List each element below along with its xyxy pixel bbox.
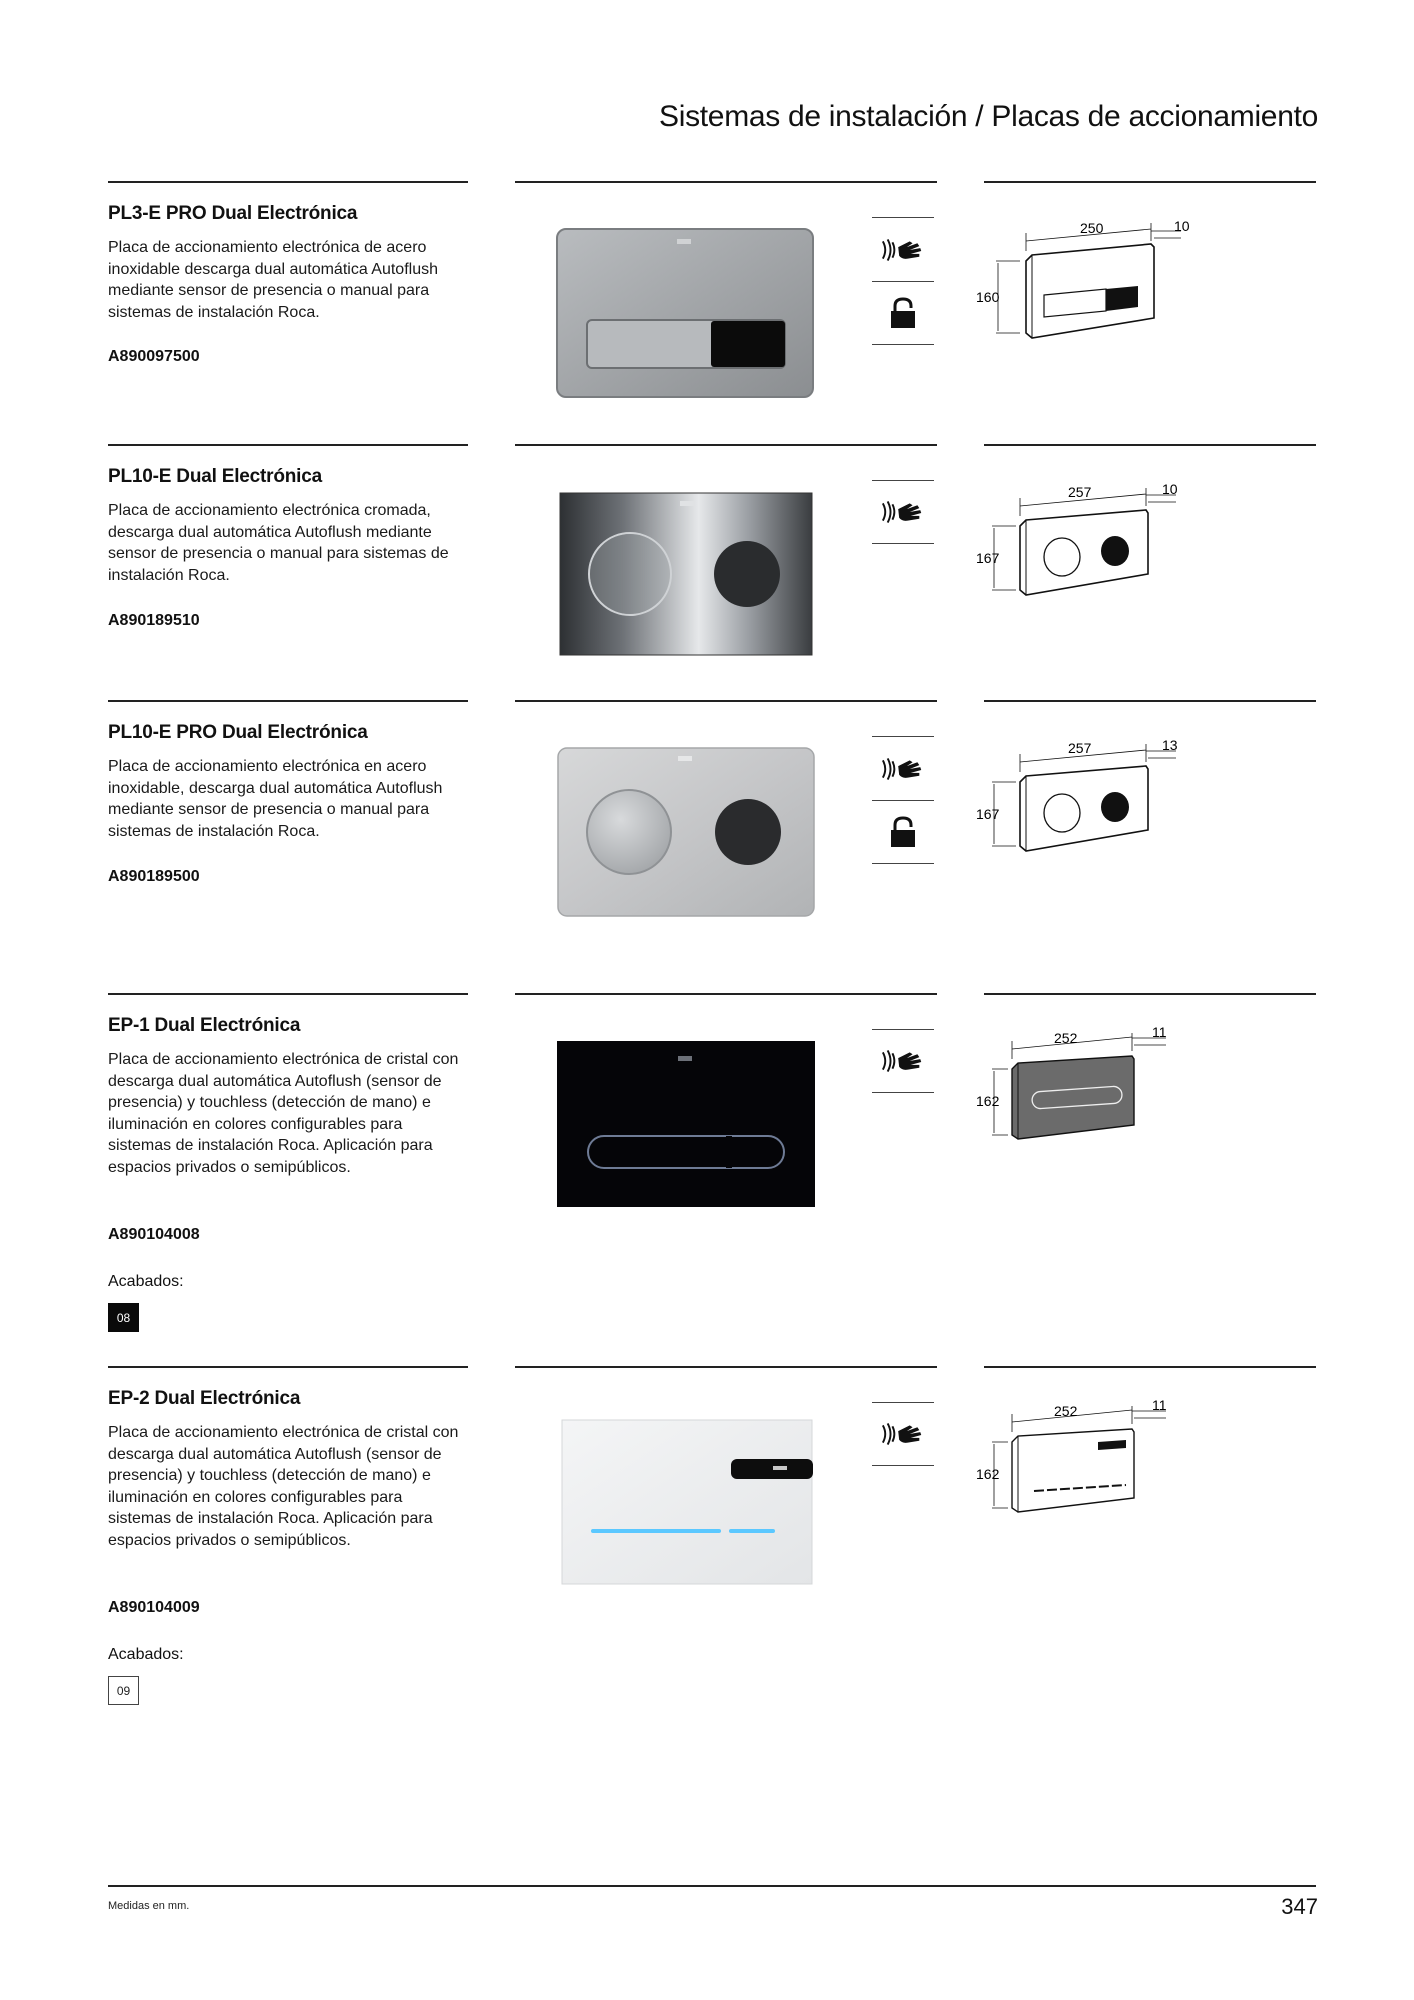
dim-width: 257 bbox=[1068, 484, 1092, 500]
page-number: 347 bbox=[1281, 1894, 1318, 1919]
divider bbox=[108, 993, 468, 995]
product-name: PL10-E PRO Dual Electrónica bbox=[108, 722, 368, 743]
divider bbox=[108, 444, 468, 446]
dim-width: 252 bbox=[1054, 1030, 1078, 1046]
feature-cell bbox=[872, 800, 934, 864]
product-description: Placa de accionamiento electrónica en acero inoxidable, descarga dual automática Autoflush mediante sensor de presencia o manual para sistemas de instalación Roca. bbox=[108, 758, 443, 840]
dim-height: 167 bbox=[976, 550, 1000, 566]
sensor-hand-icon bbox=[879, 1419, 927, 1449]
dimension-drawing bbox=[976, 730, 1196, 860]
divider bbox=[108, 700, 468, 702]
product-name: PL10-E Dual Electrónica bbox=[108, 466, 322, 487]
feature-cell bbox=[872, 480, 934, 544]
dim-width: 250 bbox=[1080, 220, 1104, 236]
divider bbox=[515, 993, 937, 995]
divider bbox=[984, 444, 1316, 446]
dimension-drawing bbox=[976, 211, 1196, 341]
product-pl10e-pro bbox=[0, 700, 1414, 990]
dim-depth: 10 bbox=[1162, 481, 1178, 497]
product-ep1 bbox=[0, 993, 1414, 1363]
feature-cell bbox=[872, 217, 934, 281]
dim-depth: 10 bbox=[1174, 218, 1190, 234]
dim-height: 167 bbox=[976, 806, 1000, 822]
product-pl3e-pro bbox=[0, 181, 1414, 441]
dimension-drawing bbox=[976, 474, 1196, 604]
divider bbox=[515, 700, 937, 702]
finishes-label: Acabados: bbox=[108, 1646, 184, 1663]
divider bbox=[515, 181, 937, 183]
product-photo bbox=[555, 227, 815, 399]
dim-depth: 11 bbox=[1152, 1397, 1167, 1413]
product-pl10e bbox=[0, 444, 1414, 694]
dimension-drawing bbox=[976, 1023, 1196, 1153]
feature-cell bbox=[872, 736, 934, 800]
feature-cell bbox=[872, 1402, 934, 1466]
feature-icons bbox=[872, 736, 934, 864]
lock-icon bbox=[888, 815, 918, 849]
dim-width: 252 bbox=[1054, 1403, 1078, 1419]
finish-swatch: 08 bbox=[108, 1303, 139, 1332]
product-photo bbox=[561, 1419, 813, 1585]
divider bbox=[984, 181, 1316, 183]
product-code: A890189500 bbox=[108, 868, 200, 885]
product-name: EP-2 Dual Electrónica bbox=[108, 1388, 301, 1409]
footer-divider bbox=[108, 1885, 1316, 1887]
divider bbox=[984, 700, 1316, 702]
sensor-hand-icon bbox=[879, 235, 927, 265]
feature-icons bbox=[872, 1029, 934, 1093]
product-description: Placa de accionamiento electrónica de cristal con descarga dual automática Autoflush (sensor de presencia) y touchless (detección de mano) e iluminación en colores configurables para sistemas de instalación Roca. Aplicación para espacios privados o semipúblicos. bbox=[108, 1424, 459, 1549]
product-description: Placa de accionamiento electrónica de cristal con descarga dual automática Autoflush (sensor de presencia) y touchless (detección de mano) e iluminación en colores configurables para sistemas de instalación Roca. Aplicación para espacios privados o semipúblicos. bbox=[108, 1051, 459, 1176]
sensor-hand-icon bbox=[879, 497, 927, 527]
product-name: EP-1 Dual Electrónica bbox=[108, 1015, 301, 1036]
lock-icon bbox=[888, 296, 918, 330]
product-code: A890097500 bbox=[108, 348, 200, 365]
page-title: Sistemas de instalación / Placas de accionamiento bbox=[659, 100, 1318, 133]
divider bbox=[108, 1366, 468, 1368]
sensor-hand-icon bbox=[879, 1046, 927, 1076]
feature-icons bbox=[872, 480, 934, 544]
dim-depth: 13 bbox=[1162, 737, 1178, 753]
dimension-drawing bbox=[976, 1396, 1196, 1526]
divider bbox=[984, 993, 1316, 995]
dim-width: 257 bbox=[1068, 740, 1092, 756]
divider bbox=[984, 1366, 1316, 1368]
product-code: A890104008 bbox=[108, 1226, 200, 1243]
product-photo bbox=[556, 746, 816, 918]
product-code: A890104009 bbox=[108, 1599, 200, 1616]
product-ep2 bbox=[0, 1366, 1414, 1746]
dim-height: 162 bbox=[976, 1093, 1000, 1109]
product-name: PL3-E PRO Dual Electrónica bbox=[108, 203, 358, 224]
dim-height: 160 bbox=[976, 289, 1000, 305]
footer-note: Medidas en mm. bbox=[108, 1900, 190, 1912]
feature-icons bbox=[872, 217, 934, 345]
feature-icons bbox=[872, 1402, 934, 1466]
product-code: A890189510 bbox=[108, 612, 200, 629]
divider bbox=[108, 181, 468, 183]
dim-depth: 11 bbox=[1152, 1024, 1167, 1040]
finish-swatch: 09 bbox=[108, 1676, 139, 1705]
finishes-label: Acabados: bbox=[108, 1273, 184, 1290]
product-description: Placa de accionamiento electrónica cromada, descarga dual automática Autoflush mediante sensor de presencia o manual para sistemas de instalación Roca. bbox=[108, 502, 449, 584]
divider bbox=[515, 444, 937, 446]
divider bbox=[515, 1366, 937, 1368]
dim-height: 162 bbox=[976, 1466, 1000, 1482]
sensor-hand-icon bbox=[879, 754, 927, 784]
feature-cell bbox=[872, 281, 934, 345]
product-photo bbox=[558, 491, 814, 657]
feature-cell bbox=[872, 1029, 934, 1093]
product-description: Placa de accionamiento electrónica de acero inoxidable descarga dual automática Autoflush mediante sensor de presencia o manual para sistemas de instalación Roca. bbox=[108, 239, 438, 321]
product-photo bbox=[556, 1040, 816, 1208]
